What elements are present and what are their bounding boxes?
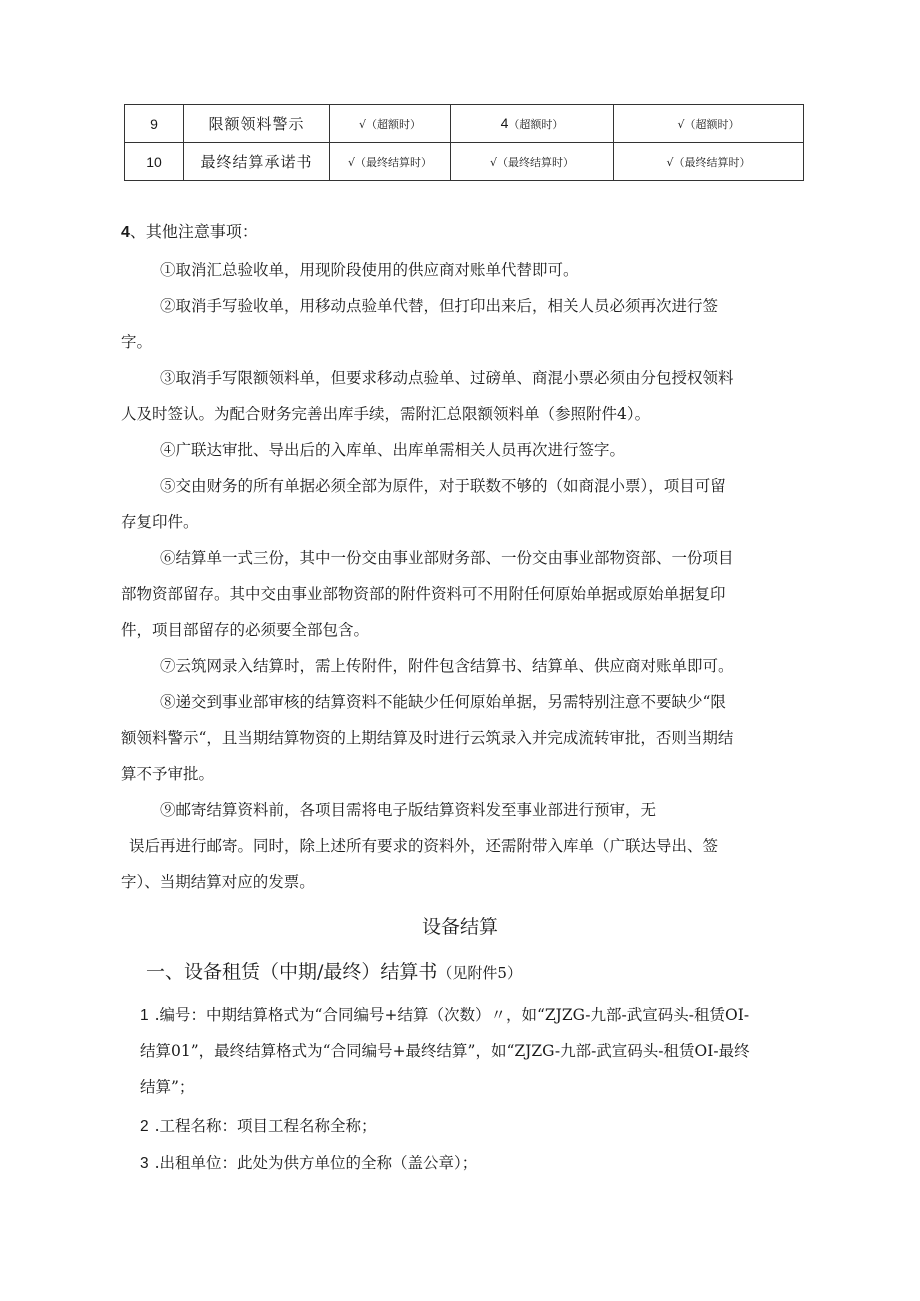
row-cell: √（超额时） (330, 105, 451, 143)
row-number: 10 (125, 143, 184, 181)
notice-line: ⑥结算单一式三份，其中一份交由事业部财务部、一份交由事业部物资部、一份项目 (160, 549, 734, 567)
row-cell-count: 4 (500, 115, 509, 131)
notice-line: 部物资部留存。其中交由事业部物资部的附件资料可不用附任何原始单据或原始单据复印 (121, 585, 726, 603)
item-text: .工程名称：项目工程名称全称； (154, 1117, 377, 1135)
row-cell (451, 105, 614, 143)
section4-title: 、其他注意事项： (129, 222, 258, 241)
item-text: .编号：中期结算格式为“合同编号+结算（次数）〃，如“ZJZG-九部-武宣码头-租赁OI- (154, 1006, 750, 1024)
notice-line: 算不予审批。 (121, 765, 215, 783)
item-number: 1 (140, 1007, 149, 1024)
row-number: 9 (125, 105, 184, 143)
notice-line: 误后再进行邮寄。同时，除上述所有要求的资料外，还需附带入库单（广联达导出、签 (129, 837, 719, 855)
equipment-subtitle (146, 959, 522, 986)
item-number: 2 (140, 1118, 149, 1135)
row-cell-text: （超额时） (508, 118, 564, 131)
notice-line: ⑦云筑网录入结算时，需上传附件，附件包含结算书、结算单、供应商对账单即可。 (160, 657, 734, 675)
row-cell: √（最终结算时） (330, 143, 451, 181)
table-row (125, 143, 804, 181)
row-cell (451, 143, 614, 181)
notice-line: 件，项目部留存的必须要全部包含。 (121, 621, 370, 639)
notice-line: 存复印件。 (121, 513, 199, 531)
notice-line: ⑧递交到事业部审核的结算资料不能缺少任何原始单据，另需特别注意不要缺少“限 (160, 693, 726, 711)
notice-line: 字）、当期结算对应的发票。 (121, 873, 315, 891)
table-row (125, 105, 804, 143)
item-text: .出租单位：此处为供方单位的全称（盖公章）； (154, 1154, 478, 1172)
notice-line: ⑤交由财务的所有单据必须全部为原件，对于联数不够的（如商混小票），项目可留 (160, 477, 726, 495)
item-line (140, 1115, 377, 1138)
row-name: 限额领料警示 (184, 105, 330, 143)
materials-table (124, 104, 804, 181)
equipment-subtitle-text: 一、设备租赁（中期/最终）结算书 (146, 961, 438, 983)
item-line (140, 1152, 477, 1175)
notice-line: ②取消手写验收单，用移动点验单代替，但打印出来后，相关人员必须再次进行签 (160, 297, 719, 315)
notice-line: ③取消手写限额领料单，但要求移动点验单、过磅单、商混小票必须由分包授权领料 (160, 369, 734, 387)
notice-line: 额领料警示“，且当期结算物资的上期结算及时进行云筑录入并完成流转审批，否则当期结 (121, 729, 734, 747)
item-line (140, 1004, 749, 1027)
row-cell: √（最终结算时） (614, 143, 804, 181)
item-line: 结算”； (140, 1078, 195, 1096)
notice-line: 人及时签认。为配合财务完善出库手续，需附汇总限额领料单（参照附件4）。 (121, 405, 651, 423)
equipment-subtitle-note: （见附件5） (437, 964, 522, 982)
row-name: 最终结算承诺书 (184, 143, 330, 181)
notice-line: 字。 (121, 333, 153, 351)
row-cell-text: √（最终结算时） (489, 156, 574, 169)
section4-heading (121, 221, 258, 244)
notice-line: ④广联达审批、导出后的入库单、出库单需相关人员再次进行签字。 (160, 441, 626, 459)
row-cell: √（超额时） (614, 105, 804, 143)
section4-number: 4 (121, 224, 130, 241)
notice-line: ⑨邮寄结算资料前，各项目需将电子版结算资料发至事业部进行预审，无 (160, 801, 657, 819)
notice-line: ①取消汇总验收单，用现阶段使用的供应商对账单代替即可。 (160, 261, 579, 279)
equipment-title: 设备结算 (421, 916, 498, 938)
item-line: 结算01”，最终结算格式为“合同编号+最终结算”，如“ZJZG-九部-武宣码头-租赁OI-最终 (140, 1042, 750, 1060)
item-number: 3 (140, 1155, 149, 1172)
